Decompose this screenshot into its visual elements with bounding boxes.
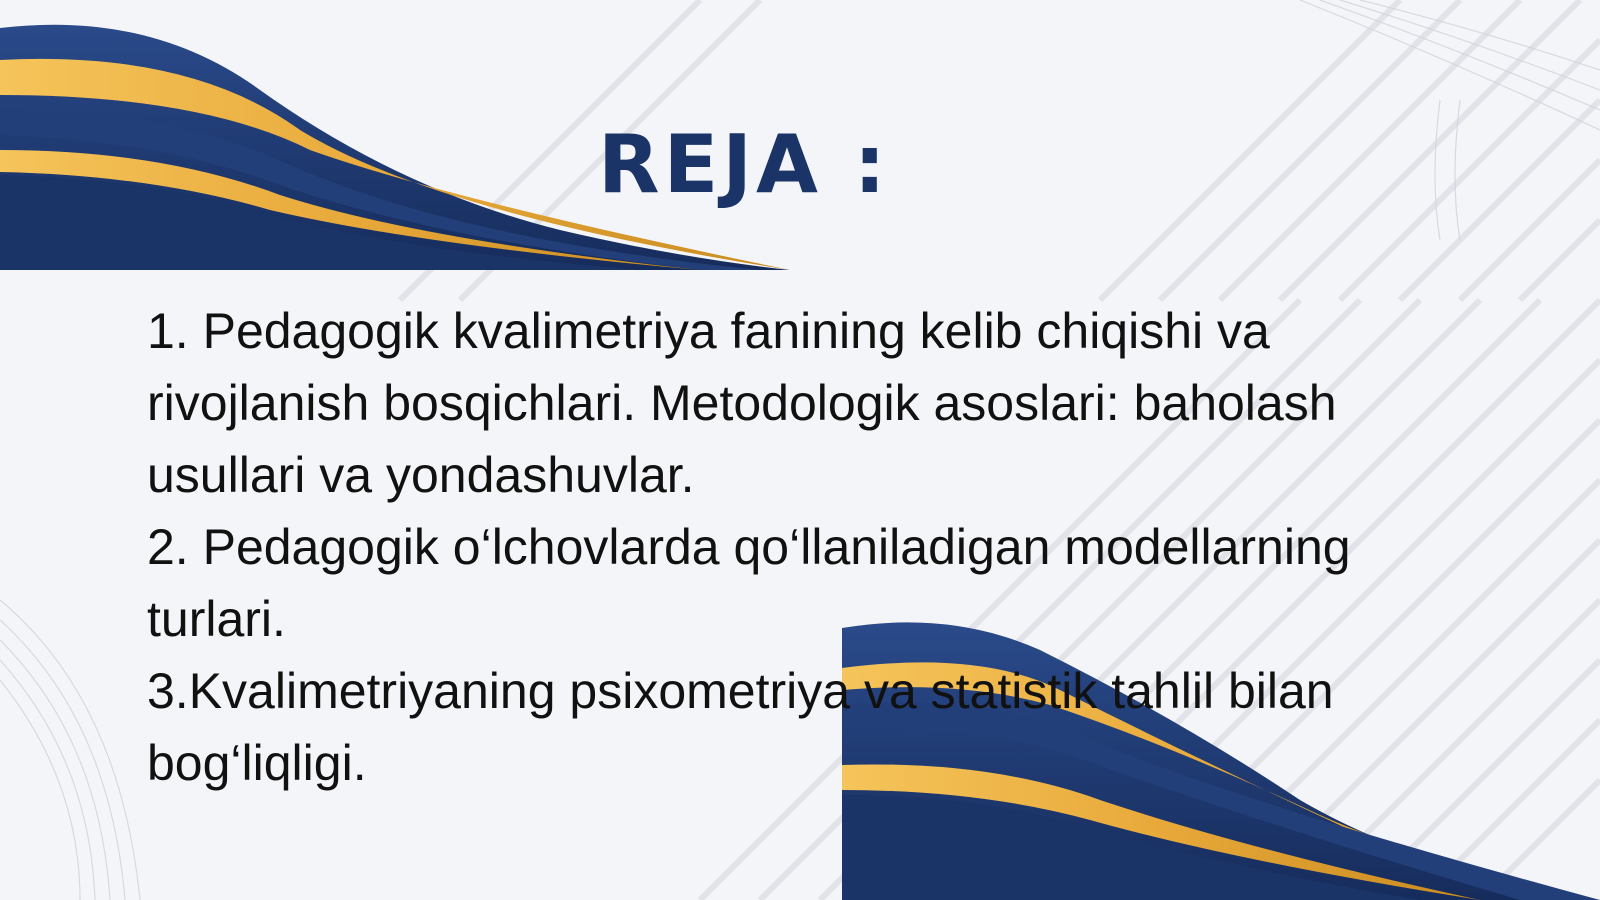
curved-lines-left xyxy=(0,600,140,900)
agenda-item-3: 3.Kvalimetriyaning psixometriya va statistik tahlil bilan bog‘liqligi. xyxy=(147,663,1334,791)
agenda-list xyxy=(147,295,1587,799)
agenda-item-1: 1. Pedagogik kvalimetriya fanining kelib chiqishi va rivojlanish bosqichlari. Metodologik asoslari: baholash usullari va yondashuvlar. xyxy=(147,303,1337,503)
agenda-item-2: 2. Pedagogik o‘lchovlarda qo‘llaniladigan modellarning turlari. xyxy=(147,519,1351,647)
slide-title: REJA : xyxy=(598,118,890,211)
